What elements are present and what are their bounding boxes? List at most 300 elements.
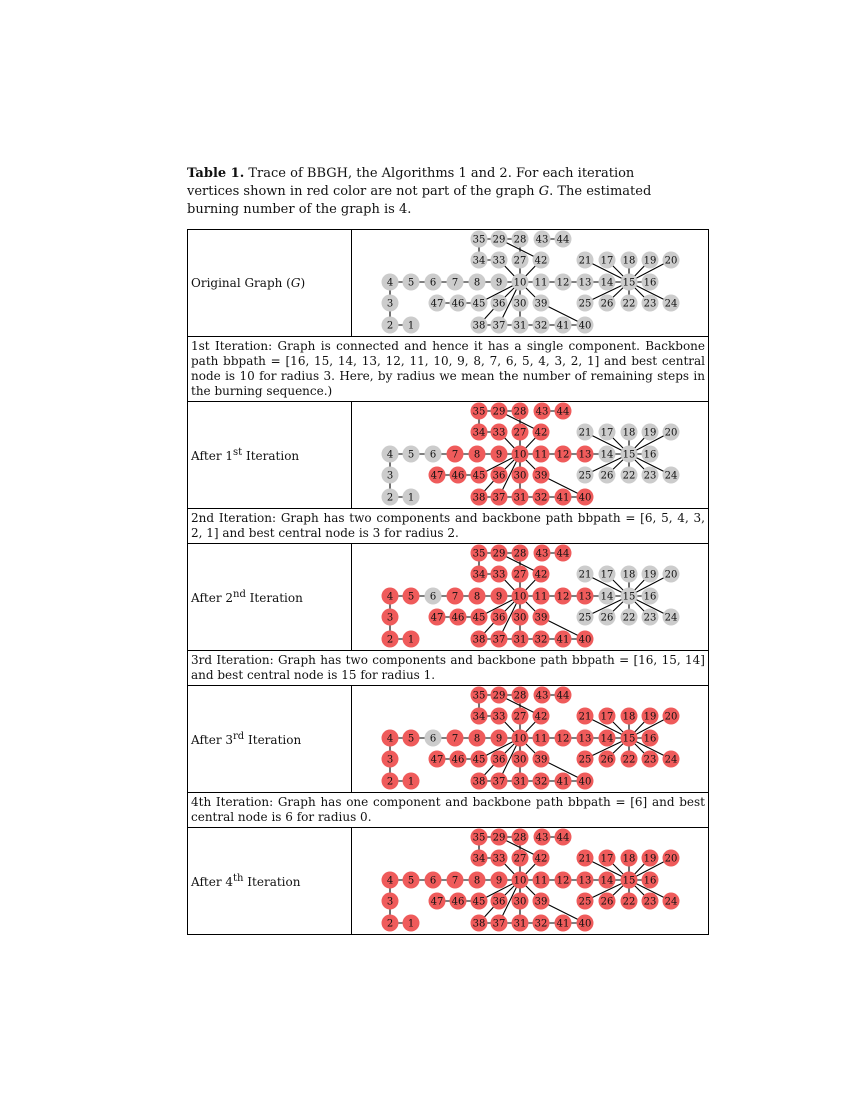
graph-node <box>533 252 550 269</box>
node-label: 12 <box>556 875 570 887</box>
node-label: 29 <box>492 406 506 418</box>
node-label: 43 <box>535 548 549 560</box>
node-label: 23 <box>643 298 657 310</box>
graph-node <box>555 588 572 605</box>
node-label: 2 <box>386 634 394 646</box>
node-label: 13 <box>578 277 592 289</box>
node-label: 33 <box>492 427 506 439</box>
graph-node <box>577 252 594 269</box>
graph-node <box>491 467 508 484</box>
graph-node <box>447 588 464 605</box>
graph-node <box>491 231 508 248</box>
graph-node <box>450 467 467 484</box>
graph-node <box>491 545 508 562</box>
node-label: 39 <box>534 754 548 766</box>
graph-node <box>512 424 529 441</box>
node-label: 33 <box>492 255 506 267</box>
graph-node <box>491 829 508 846</box>
node-label: 18 <box>622 711 636 723</box>
graph-node <box>491 893 508 910</box>
node-label: 10 <box>513 591 527 603</box>
node-label: 41 <box>556 492 570 504</box>
graph-node <box>642 588 659 605</box>
graph-node <box>599 467 616 484</box>
node-label: 30 <box>513 612 527 624</box>
graph-node <box>491 609 508 626</box>
node-label: 34 <box>472 853 486 865</box>
graph-drawing <box>352 230 710 336</box>
node-label: 15 <box>622 591 636 603</box>
node-label: 7 <box>451 591 459 603</box>
node-label: 43 <box>535 234 549 246</box>
iteration-note: 1st Iteration: Graph is connected and hence it has a single component. Backbone path bbpath = [16, 15, 14, 13, 12, 11, 10, 9, 8, 7, 6, 5, 4, 3, 2, 1] and best central node is 10 for radius 3. Here, by radius we mean the number of remaining steps in the burning sequence.) <box>188 337 709 402</box>
row-label: After 1st Iteration <box>188 402 352 509</box>
node-label: 35 <box>472 406 486 418</box>
graph-node <box>512 588 529 605</box>
node-label: 31 <box>513 634 527 646</box>
node-label: 45 <box>472 612 486 624</box>
graph-node <box>599 708 616 725</box>
graph-node <box>663 424 680 441</box>
node-label: 36 <box>492 612 506 624</box>
node-label: 17 <box>600 853 614 865</box>
graph-node <box>512 467 529 484</box>
graph-node <box>534 403 551 420</box>
graph-node <box>663 566 680 583</box>
node-label: 2 <box>386 492 394 504</box>
graph-node <box>429 609 446 626</box>
graph-node <box>533 588 550 605</box>
graph-node <box>491 915 508 932</box>
node-label: 28 <box>513 234 527 246</box>
graph-node <box>471 252 488 269</box>
node-label: 47 <box>430 612 444 624</box>
graph-node <box>471 850 488 867</box>
node-label: 9 <box>495 733 503 745</box>
graph-node <box>599 295 616 312</box>
graph-node <box>471 829 488 846</box>
graph-node <box>491 403 508 420</box>
graph-node <box>663 708 680 725</box>
graph-node <box>642 893 659 910</box>
node-label: 32 <box>534 634 548 646</box>
graph-node <box>491 872 508 889</box>
node-label: 6 <box>429 733 437 745</box>
graph-node <box>403 274 420 291</box>
graph-node <box>599 566 616 583</box>
graph-node <box>403 489 420 506</box>
row-original <box>188 230 709 337</box>
node-label: 44 <box>556 548 570 560</box>
graph-node <box>471 403 488 420</box>
node-label: 22 <box>622 754 636 766</box>
trace-table <box>187 229 709 935</box>
node-label: 37 <box>492 918 506 930</box>
graph-node <box>599 588 616 605</box>
node-label: 21 <box>578 853 592 865</box>
node-label: 22 <box>622 896 636 908</box>
graph-node <box>577 566 594 583</box>
node-label: 38 <box>472 918 486 930</box>
node-label: 44 <box>556 832 570 844</box>
node-label: 37 <box>492 776 506 788</box>
node-label: 23 <box>643 612 657 624</box>
graph-node <box>425 872 442 889</box>
graph-node <box>577 446 594 463</box>
graph-node <box>491 850 508 867</box>
node-label: 35 <box>472 234 486 246</box>
node-label: 28 <box>513 832 527 844</box>
graph-node <box>642 850 659 867</box>
graph-node <box>663 252 680 269</box>
graph-node <box>533 274 550 291</box>
graph-node <box>642 424 659 441</box>
graph-node <box>471 424 488 441</box>
node-label: 5 <box>407 277 415 289</box>
node-label: 18 <box>622 427 636 439</box>
graph-node <box>512 317 529 334</box>
node-label: 45 <box>472 470 486 482</box>
node-label: 31 <box>513 918 527 930</box>
node-label: 20 <box>664 711 678 723</box>
graph-node <box>471 708 488 725</box>
row-label: After 3rd Iteration <box>188 686 352 793</box>
graph-node <box>429 467 446 484</box>
iteration-note: 4th Iteration: Graph has one component and backbone path bbpath = [6] and best central node is 6 for radius 0. <box>188 793 709 828</box>
graph-node <box>491 773 508 790</box>
graph-node <box>621 295 638 312</box>
graph-node <box>382 446 399 463</box>
graph-node <box>555 446 572 463</box>
node-label: 41 <box>556 634 570 646</box>
node-label: 1 <box>407 776 415 788</box>
graph-node <box>382 773 399 790</box>
node-label: 24 <box>664 754 678 766</box>
node-label: 31 <box>513 320 527 332</box>
node-label: 11 <box>534 591 548 603</box>
node-label: 45 <box>472 896 486 908</box>
row-note-3 <box>188 651 709 686</box>
row-after-4 <box>188 828 709 935</box>
node-label: 47 <box>430 470 444 482</box>
graph-node <box>533 751 550 768</box>
graph-node <box>425 588 442 605</box>
node-label: 32 <box>534 918 548 930</box>
node-label: 26 <box>600 896 614 908</box>
graph-node <box>555 317 572 334</box>
node-label: 27 <box>513 853 527 865</box>
node-label: 16 <box>643 875 657 887</box>
graph-node <box>533 631 550 648</box>
graph-node <box>577 915 594 932</box>
graph-node <box>555 274 572 291</box>
graph-node <box>663 467 680 484</box>
node-label: 44 <box>556 234 570 246</box>
graph-node <box>512 829 529 846</box>
node-label: 6 <box>429 591 437 603</box>
node-label: 20 <box>664 853 678 865</box>
node-label: 25 <box>578 754 592 766</box>
graph-node <box>469 730 486 747</box>
graph-node <box>491 687 508 704</box>
graph-node <box>425 274 442 291</box>
node-label: 5 <box>407 875 415 887</box>
table-caption <box>187 165 687 219</box>
node-label: 33 <box>492 711 506 723</box>
graph-node <box>382 467 399 484</box>
graph-node <box>642 467 659 484</box>
node-label: 9 <box>495 591 503 603</box>
graph-node <box>577 295 594 312</box>
node-label: 25 <box>578 896 592 908</box>
graph-node <box>533 730 550 747</box>
row-after-1 <box>188 402 709 509</box>
graph-node <box>491 566 508 583</box>
graph-node <box>621 730 638 747</box>
graph-node <box>512 893 529 910</box>
node-label: 3 <box>386 754 394 766</box>
graph-node <box>642 751 659 768</box>
node-label: 38 <box>472 634 486 646</box>
graph-node <box>577 317 594 334</box>
node-label: 37 <box>492 320 506 332</box>
node-label: 12 <box>556 591 570 603</box>
graph-node <box>382 872 399 889</box>
graph-node <box>471 317 488 334</box>
graph-node <box>382 274 399 291</box>
graph-node <box>403 730 420 747</box>
graph-drawing <box>352 686 710 792</box>
node-label: 46 <box>451 896 465 908</box>
node-label: 20 <box>664 427 678 439</box>
graph-node <box>621 850 638 867</box>
graph-node <box>577 872 594 889</box>
graph-node <box>533 609 550 626</box>
node-label: 2 <box>386 918 394 930</box>
graph-node <box>533 317 550 334</box>
node-label: 44 <box>556 690 570 702</box>
node-label: 32 <box>534 776 548 788</box>
node-label: 47 <box>430 298 444 310</box>
node-label: 14 <box>600 591 614 603</box>
node-label: 1 <box>407 918 415 930</box>
node-label: 19 <box>643 853 657 865</box>
graph-node <box>577 773 594 790</box>
node-label: 39 <box>534 896 548 908</box>
graph-node <box>599 446 616 463</box>
graph-node <box>555 489 572 506</box>
node-label: 27 <box>513 711 527 723</box>
graph-node <box>382 317 399 334</box>
node-label: 19 <box>643 569 657 581</box>
graph-node <box>555 773 572 790</box>
graph-node <box>577 424 594 441</box>
node-label: 9 <box>495 449 503 461</box>
row-note-4 <box>188 793 709 828</box>
node-label: 7 <box>451 277 459 289</box>
graph-node <box>382 588 399 605</box>
node-label: 10 <box>513 733 527 745</box>
graph-node <box>577 609 594 626</box>
graph-node <box>471 231 488 248</box>
graph-node <box>555 829 572 846</box>
graph-node <box>577 893 594 910</box>
iteration-note: 2nd Iteration: Graph has two components and backbone path bbpath = [6, 5, 4, 3, 2, 1] and best central node is 3 for radius 2. <box>188 509 709 544</box>
node-label: 4 <box>386 449 394 461</box>
node-label: 14 <box>600 875 614 887</box>
graph-node <box>599 424 616 441</box>
node-label: 30 <box>513 298 527 310</box>
graph-node <box>577 708 594 725</box>
graph-node <box>533 424 550 441</box>
graph-node <box>491 252 508 269</box>
node-label: 3 <box>386 298 394 310</box>
graph-node <box>447 446 464 463</box>
node-label: 42 <box>534 427 548 439</box>
graph-node <box>663 850 680 867</box>
node-label: 4 <box>386 875 394 887</box>
node-label: 3 <box>386 612 394 624</box>
node-label: 40 <box>578 776 592 788</box>
graph-node <box>382 631 399 648</box>
graph-node <box>450 609 467 626</box>
graph-node <box>512 872 529 889</box>
node-label: 15 <box>622 875 636 887</box>
node-label: 9 <box>495 875 503 887</box>
graph-node <box>577 751 594 768</box>
node-label: 11 <box>534 875 548 887</box>
node-label: 36 <box>492 896 506 908</box>
node-label: 32 <box>534 320 548 332</box>
graph-node <box>469 274 486 291</box>
graph-node <box>469 446 486 463</box>
graph-node <box>382 609 399 626</box>
node-label: 42 <box>534 569 548 581</box>
graph-node <box>512 631 529 648</box>
graph-node <box>382 915 399 932</box>
graph-node <box>621 446 638 463</box>
node-label: 15 <box>622 449 636 461</box>
node-label: 35 <box>472 832 486 844</box>
graph-node <box>512 566 529 583</box>
graph-node <box>491 708 508 725</box>
node-label: 19 <box>643 711 657 723</box>
graph-node <box>425 730 442 747</box>
node-label: 15 <box>622 277 636 289</box>
graph-node <box>491 295 508 312</box>
node-label: 43 <box>535 690 549 702</box>
graph-node <box>491 317 508 334</box>
node-label: 25 <box>578 612 592 624</box>
node-label: 1 <box>407 634 415 646</box>
graph-node <box>621 588 638 605</box>
node-label: 25 <box>578 470 592 482</box>
graph-node <box>450 751 467 768</box>
graph-node <box>534 687 551 704</box>
node-label: 40 <box>578 320 592 332</box>
graph-node <box>642 708 659 725</box>
node-label: 33 <box>492 569 506 581</box>
node-label: 10 <box>513 449 527 461</box>
node-label: 28 <box>513 548 527 560</box>
node-label: 45 <box>472 298 486 310</box>
graph-node <box>429 295 446 312</box>
graph-node <box>555 231 572 248</box>
row-label: After 4th Iteration <box>188 828 352 935</box>
node-label: 12 <box>556 733 570 745</box>
node-label: 26 <box>600 612 614 624</box>
node-label: 47 <box>430 896 444 908</box>
node-label: 11 <box>534 277 548 289</box>
graph-cell <box>352 544 709 651</box>
node-label: 17 <box>600 569 614 581</box>
graph-node <box>512 446 529 463</box>
row-label: After 2nd Iteration <box>188 544 352 651</box>
graph-node <box>663 295 680 312</box>
graph-node <box>469 872 486 889</box>
row-after-2 <box>188 544 709 651</box>
row-note-1 <box>188 337 709 402</box>
graph-node <box>533 295 550 312</box>
graph-node <box>471 687 488 704</box>
node-label: 35 <box>472 690 486 702</box>
caption-text-1: Trace of BBGH, the Algorithms 1 and 2. For each iteration vertices shown in red color are not part of the graph <box>187 166 635 199</box>
graph-node <box>642 295 659 312</box>
node-label: 29 <box>492 690 506 702</box>
graph-node <box>621 274 638 291</box>
node-label: 35 <box>472 548 486 560</box>
graph-node <box>403 588 420 605</box>
graph-node <box>403 631 420 648</box>
graph-node <box>491 446 508 463</box>
node-label: 46 <box>451 754 465 766</box>
graph-node <box>512 252 529 269</box>
graph-node <box>491 489 508 506</box>
node-label: 24 <box>664 298 678 310</box>
node-label: 41 <box>556 776 570 788</box>
graph-node <box>534 231 551 248</box>
node-label: 1 <box>407 492 415 504</box>
node-label: 33 <box>492 853 506 865</box>
node-label: 8 <box>473 591 481 603</box>
node-label: 16 <box>643 591 657 603</box>
node-label: 45 <box>472 754 486 766</box>
graph-node <box>621 893 638 910</box>
graph-node <box>555 687 572 704</box>
node-label: 46 <box>451 470 465 482</box>
node-label: 37 <box>492 492 506 504</box>
graph-node <box>533 872 550 889</box>
node-label: 26 <box>600 754 614 766</box>
graph-node <box>512 915 529 932</box>
graph-node <box>471 566 488 583</box>
node-label: 8 <box>473 277 481 289</box>
node-label: 8 <box>473 875 481 887</box>
graph-node <box>512 295 529 312</box>
node-label: 41 <box>556 918 570 930</box>
graph-node <box>555 403 572 420</box>
graph-node <box>621 252 638 269</box>
graph-node <box>447 872 464 889</box>
node-label: 5 <box>407 449 415 461</box>
node-label: 29 <box>492 234 506 246</box>
graph-node <box>577 730 594 747</box>
graph-node <box>663 609 680 626</box>
graph-node <box>642 252 659 269</box>
graph-node <box>621 751 638 768</box>
node-label: 16 <box>643 449 657 461</box>
graph-node <box>429 751 446 768</box>
